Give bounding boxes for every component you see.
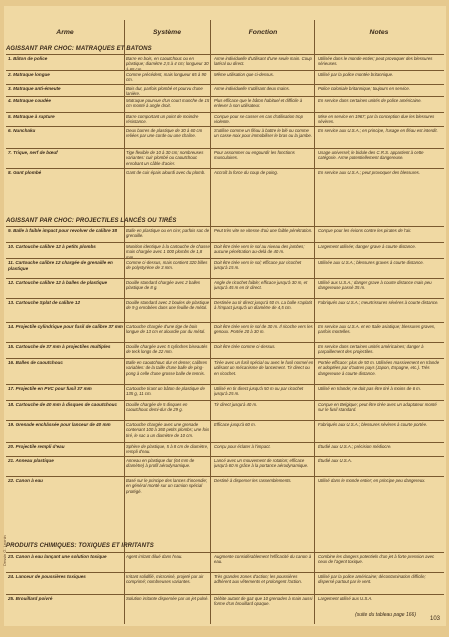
row-notes: Combine les dangers potentiels d'un jet à forte pression avec ceux de l'agent toxique.	[318, 554, 435, 565]
row-notes: Fabriqués aux U.S.A.; blessures sévères à courte portée.	[318, 422, 428, 427]
row-systeme: Cartouche chargée avec une grenade contenant 100 à 360 petits plombs; une fois tiré, le sac a un diamètre de 10 cm.	[126, 422, 210, 438]
header-arme: Arme	[56, 29, 74, 36]
row-systeme: Douille standard avec 2 boules de plastique de 9 g enrobées dans une feuille de métal.	[126, 300, 210, 311]
row-fonction: Utilisé en tir direct jusqu'à 50 m ou par ricochet jusqu'à 25 m.	[214, 386, 304, 397]
row-systeme: Tige flexible de 10 à 30 cm; nombreuses variantes: cuir plombé ou caoutchouc enrobant un câble d'acier.	[126, 150, 204, 166]
row-name: 15. Cartouche de 37 mm à projectiles multiples	[8, 344, 111, 349]
row-systeme: Bois dur, parfois plombé et pourvu d'une lanière.	[126, 86, 203, 97]
row-systeme: Munition identique à la cartouche de chasse mais chargée avec 1 000 plombs de 1,8 mm.	[126, 244, 210, 259]
row-fonction: Tirée avec un fusil spécial ou avec le fusil normel en utilisant un mécanisme de lancement. Tir direct ou en ricochet.	[214, 360, 314, 376]
row-notes: Mise en service en 1967; par la conception due les blessures sévères.	[318, 114, 435, 125]
row-systeme: Solution irritante dispersée par un jet pulsé.	[126, 596, 209, 601]
table-row	[6, 96, 444, 113]
row-name: 24. Lanceur de poussières toxiques	[8, 574, 86, 579]
table-row	[6, 278, 444, 299]
row-name: 21. Anneau plastique	[8, 458, 54, 463]
row-notes: Portée efficace: plus de 50 m. Utilisées massivement en Irlande et adoptées par d'autres pays (Japon, Espagne, etc.). Très dangereuse à courte distance.	[318, 360, 440, 376]
table-row	[6, 442, 444, 457]
row-name: 13. Cartouche Splat de calibre 12	[8, 300, 80, 305]
row-fonction: Destinée au tir direct jusqu'à 50 m. La balle s'aplatit à l'impact jusqu'à un diamètre de 4,5 cm.	[214, 300, 312, 311]
row-systeme: Gant de cuir épais alourdi avec du plomb.	[126, 170, 206, 175]
table-row	[6, 54, 444, 71]
row-name: 25. Brouillard poivré	[8, 596, 53, 601]
row-name: 20. Projectile rempli d'eau	[8, 444, 65, 449]
page-number: 103	[429, 616, 440, 622]
table-row	[6, 148, 444, 169]
header-fonction: Fonction	[248, 29, 278, 36]
row-name: 1. Bâton de police	[8, 56, 48, 61]
row-notes: Utilisé par la police américaine; décontamination difficile; dispersé partout par le vent.	[318, 574, 426, 585]
row-name: 22. Canon à eau	[8, 478, 43, 483]
table-row	[6, 358, 444, 385]
row-name: 5. Matraque à rupture	[8, 114, 55, 119]
row-notes: En service aux U.S.A. et en Italie asiatique; blessures graves, parfois mortelles.	[318, 324, 436, 335]
table-row	[6, 112, 444, 127]
row-systeme: Irritant solidifié, micronisé, projeté par air comprimé; nombreuses variantes.	[126, 574, 204, 585]
credit: Dessin G. Leonin	[2, 535, 7, 566]
footer-note: (suite du tableau page 166)	[355, 612, 416, 618]
row-name: 4. Matraque coudée	[8, 98, 51, 103]
row-fonction: Doit être tirée vers le sol de 30 m. Il ricoche vers les genoux. Portée 20 à 30 m.	[214, 324, 313, 335]
row-systeme: Agent irritant dilué dans l'eau.	[126, 554, 183, 559]
table-row	[6, 400, 444, 421]
row-name: 9. Balle à faible impact pour revolver de calibre 38	[8, 228, 118, 233]
row-systeme: Basé sur le principe des lances d'incendie; en général monté sur un camion spécial protégé.	[126, 478, 208, 494]
row-fonction: S'utilise comme un fléau à battre le blé ou comme un casse-noix pour immobiliser le bras ou la jambe.	[214, 128, 312, 139]
table-row	[6, 456, 444, 477]
row-fonction: Arme individuelle d'utilisant d'une seule main. Coup latéral ou direct.	[214, 56, 312, 67]
row-notes: Conçue en Belgique; peut être tirée avec un adaptateur monté sur le fusil standard.	[318, 402, 437, 413]
table-row	[6, 298, 444, 323]
row-fonction: Doit être tirée vers le sol au niveau des jambes; aucune pénétration au-delà de 40 m.	[214, 244, 305, 255]
row-fonction: Débite autant de gaz que 10 grenades à main aussi forme d'un brouillard opaque.	[214, 596, 313, 607]
row-name: 12. Cartouche calibre 12 à balles de plastique	[8, 280, 108, 285]
row-name: 17. Projectile en PVC pour fusil 37 mm	[8, 386, 92, 391]
table-row	[6, 572, 444, 595]
row-fonction: Pour assommer ou engourdir les fonctions musculaires.	[214, 150, 295, 161]
row-name: 10. Cartouche calibre 12 à petits plombs	[8, 244, 96, 249]
table-row	[6, 168, 444, 181]
table-row	[6, 384, 444, 401]
row-name: 16. Balles de caoutchouc	[8, 360, 63, 365]
row-fonction: Augmente considérablement l'efficacité du canon à eau.	[214, 554, 312, 565]
row-systeme: Barre comportant un point de moindre résistance.	[126, 114, 199, 125]
row-systeme: Sphère de plastique, 5 à 8 cm de diamètre, rempli d'eau.	[126, 444, 209, 455]
row-notes: Usage universel; le bidule des C.R.S. appartient à cette catégorie. Arme potentiellement dangereuse.	[318, 150, 424, 161]
row-fonction: Arme individuelle s'utilisant deux mains.	[214, 86, 290, 91]
row-notes: Utilisée dans le monde entier; peut provoquer des blessures sérieuses.	[318, 56, 433, 67]
row-notes: Utilisé par la police montée britannique.	[318, 72, 394, 77]
header-systeme: Système	[153, 29, 181, 36]
row-notes: Étudié aux U.S.A.; précision médiocre.	[318, 444, 392, 449]
section-title: PRODUITS CHIMIQUES: TOXIQUES ET IRRITANTS	[6, 543, 154, 549]
row-name: 18. Cartouche de 40 mm à disques de caoutchouc	[8, 402, 118, 407]
table-row	[6, 420, 444, 443]
row-notes: En service dans certaines unités américaines; danger à parpaillement des projectiles.	[318, 344, 424, 355]
row-systeme: Cartouche chargée d'une tige de bois longue de 13 cm et alourdie par du métal.	[126, 324, 206, 335]
row-fonction: Plus efficace que le bâton habituel et difficile à enlever à son utilisateur.	[214, 98, 303, 109]
table-page	[4, 6, 446, 626]
row-notes: Utilisé en Irlande; ne doit pas être tiré à moins de 6 m.	[318, 386, 421, 391]
row-systeme: Cartouche tirant un bâton de plastique de 135 g, 11 cm.	[126, 386, 205, 397]
row-systeme: Douille chargée avec 5 cylindres biseautés de teck longs de 22 mm.	[126, 344, 208, 355]
row-notes: Utilisé aux U.S.A.; danger grave à courte distance mais peu dangereuse passé 35 m.	[318, 280, 432, 291]
table-row	[6, 70, 444, 85]
table-row	[6, 342, 444, 359]
row-fonction: Lancé avec un mouvement de rotation; efficace jusqu'à 60 m grâce à la portance aérodynamique.	[214, 458, 309, 469]
row-notes: Fabriqués aux U.S.A.; meurtrissures sévères à courte distance.	[318, 300, 439, 305]
row-notes: Utilisé dans le monde entier; en principe peu dangereux.	[318, 478, 426, 483]
row-name: 11. Cartouche calibre 12 chargée de grenaille en plastique	[8, 260, 113, 271]
header-notes: Notes	[369, 29, 389, 36]
row-systeme: Douille chargée de 5 disques en caoutchouc demi-dur de 29 g.	[126, 402, 188, 413]
row-systeme: Barre en bois, en caoutchouc ou en plastique; diamètre 2,5 à 4 cm; longueur 30 à 65 cm.	[126, 56, 209, 71]
row-name: 2. Matraque longue	[8, 72, 50, 77]
row-systeme: Comme précédent, mais longueur 65 à 90 cm.	[126, 72, 207, 83]
row-systeme: Deux barres de plastique de 30 à 60 cm reliées par une corde ou une chaîne.	[126, 128, 203, 139]
row-name: 23. Canon à eau lançant une solution toxique	[8, 554, 107, 559]
row-notes: En service aux U.S.A.; en principe, l'usage en fléau est interdit.	[318, 128, 438, 133]
table-row	[6, 242, 444, 259]
row-notes: Conçue pour les évions contre les pirates de l'air.	[318, 228, 412, 233]
table-row	[6, 594, 444, 613]
row-notes: Largement utilisé aux U.S.A.	[318, 596, 373, 601]
table-row	[6, 126, 444, 149]
row-name: 6. Nunchaku	[8, 128, 36, 133]
row-name: 19. Grenade enchâssée pour lanceur de 40 mm	[8, 422, 111, 427]
row-fonction: Très grandes zones d'action; les poussières adhèrent aux vêtements et prolongent l'action.	[214, 574, 303, 585]
table-row	[6, 226, 444, 243]
section-title: AGISSANT PAR CHOC: MATRAQUES ET BATONS	[6, 46, 152, 52]
row-notes: En service aux U.S.A.; peut provoquer des blessures.	[318, 170, 420, 175]
row-fonction: Angle de ricochet faible; efficace jusqu'à 30 m, et jusqu'à 45 m en tir direct.	[214, 280, 308, 291]
row-name: 14. Projectile cylindrique pour fusil de calibre 37 mm	[8, 324, 123, 329]
row-systeme: Comme ci-dessus, mais contient 320 billes de polystyrène de 3 mm.	[126, 260, 208, 271]
row-notes: En service dans certaines unités de police américaine.	[318, 98, 422, 103]
row-systeme: Matraque pourvue d'un court manche de 15 cm monté à angle droit.	[126, 98, 210, 109]
row-name: 3. Matraque anti-émeute	[8, 86, 61, 91]
row-fonction: Destiné à disperser les rassemblements.	[214, 478, 292, 483]
row-notes: Utilisée aux U.S.A.; blessures graves à courte distance.	[318, 260, 424, 265]
row-fonction: Efficace jusqu'à 60 m.	[214, 422, 256, 427]
table-row	[6, 322, 444, 343]
row-fonction: Accroît la force du coup de poing.	[214, 170, 279, 175]
row-fonction: Conçu pour éclater à l'impact.	[214, 444, 271, 449]
table-row	[6, 258, 444, 279]
row-fonction: Doit être tirée comme ci-dessus.	[214, 344, 276, 349]
row-systeme: Balle en plastique ou en cire; parfois sac de grenaille.	[126, 228, 210, 239]
row-fonction: Doit être tirée vers le sol; efficace par ricochet jusqu'à 15 m.	[214, 260, 302, 271]
table-row	[6, 552, 444, 573]
table-row	[6, 476, 444, 499]
row-notes: Police coloniale britannique; toujours en service.	[318, 86, 410, 91]
section-title: AGISSANT PAR CHOC: PROJECTILES LANCÉS OU TIRÉS	[6, 218, 177, 224]
row-fonction: Peut très vite se vitesse d'où une faible pénétration.	[214, 228, 313, 233]
row-systeme: Anneau en plastique dur (64 mm de diamètre) à profil aérodynamique.	[126, 458, 195, 469]
row-systeme: Balle en caoutchouc dur et dense; calibres variables: de la taille d'une balle de ping-pong à celle d'une grosse balle de tennis.	[126, 360, 207, 376]
row-name: 8. Gant plombé	[8, 170, 42, 175]
row-notes: Étudié aux U.S.A.	[318, 458, 352, 463]
row-name: 7. Trique, nerf de bœuf	[8, 150, 58, 155]
row-systeme: Douille standard chargée avec 2 balles plastique de 8 g.	[126, 280, 201, 291]
row-fonction: Conçue pour se casser en cas d'utilisation trop violente.	[214, 114, 303, 125]
row-fonction: Même utilisation que ci-dessus.	[214, 72, 274, 77]
row-notes: Largement utilisée; danger grave à courte distance.	[318, 244, 416, 249]
row-fonction: Tir direct jusqu'à 40 m.	[214, 402, 258, 407]
